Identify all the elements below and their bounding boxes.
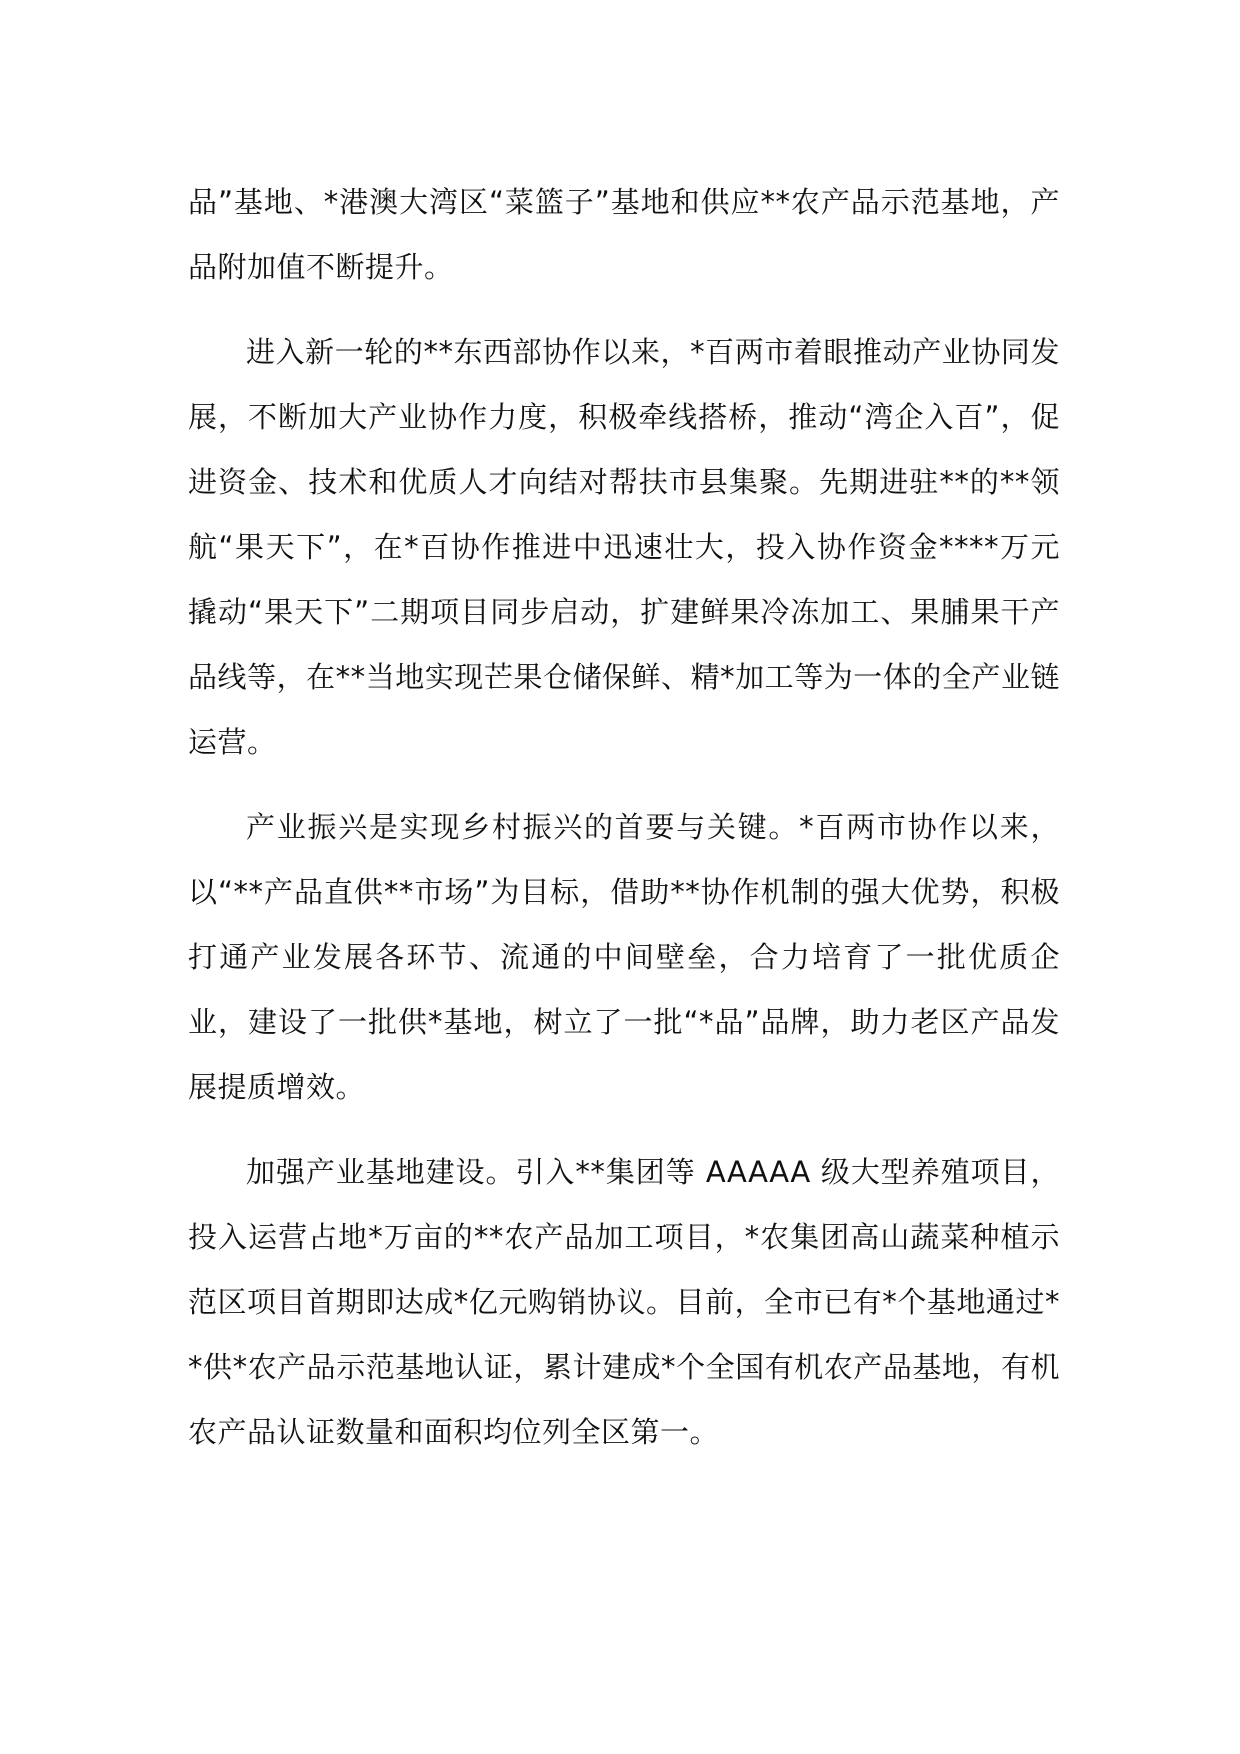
paragraph-industrial-base-construction: 加强产业基地建设。引入**集团等 AAAAA 级大型养殖项目，投入运营占地*万亩的**农产品加工项目，*农集团高山蔬菜种植示范区项目首期即达成*亿元购销协议。目前，全市已有*个基地通过**供*农产品示范基地认证，累计建成*个全国有机农产品基地，有机农产品认证数量和面积均位列全区第一。: [188, 1155, 1060, 1449]
paragraph-continuation: 品”基地、*港澳大湾区“菜篮子”基地和供应**农产品示范基地，产品附加值不断提升。: [188, 185, 1060, 284]
paragraph-east-west-cooperation: 进入新一轮的**东西部协作以来，*百两市着眼推动产业协同发展，不断加大产业协作力度，积极牵线搭桥，推动“湾企入百”，促进资金、技术和优质人才向结对帮扶市县集聚。先期进驻**的**领航“果天下”，在*百协作推进中迅速壮大，投入协作资金****万元撬动“果天下”二期项目同步启动，扩建鲜果冷冻加工、果脯果干产品线等，在**当地实现芒果仓储保鲜、精*加工等为一体的全产业链运营。: [188, 335, 1060, 759]
paragraph-industry-revitalization: 产业振兴是实现乡村振兴的首要与关键。*百两市协作以来，以“**产品直供**市场”为目标，借助**协作机制的强大优势，积极打通产业发展各环节、流通的中间壁垒，合力培育了一批优质企业，建设了一批供*基地，树立了一批“*品”品牌，助力老区产品发展提质增效。: [188, 810, 1060, 1104]
document-body: [188, 170, 1060, 1465]
